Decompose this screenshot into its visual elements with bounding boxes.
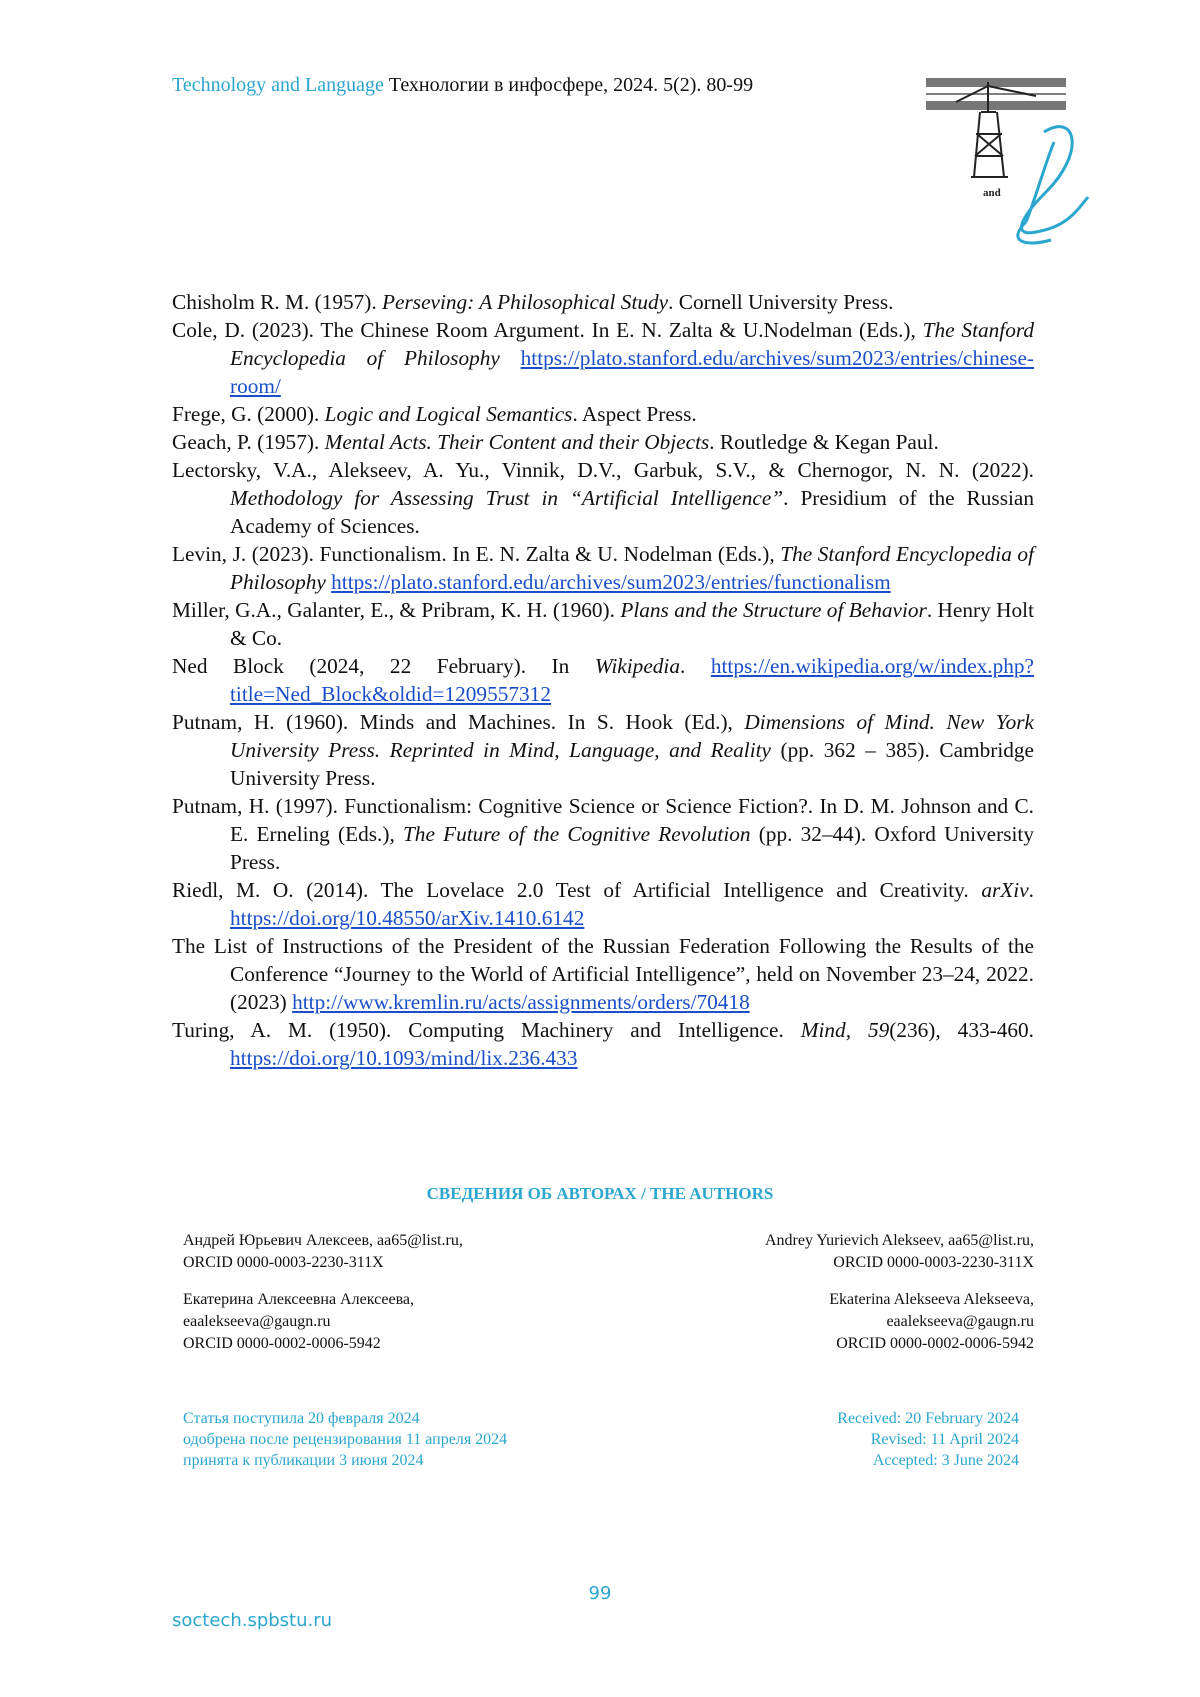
reference-link[interactable]: http://www.kremlin.ru/acts/assignments/orders/70418 [292, 990, 750, 1014]
site-url[interactable]: soctech.spbstu.ru [172, 1610, 333, 1631]
article-dates-english [837, 1408, 1019, 1471]
reference-entry [172, 400, 1034, 428]
reference-link[interactable]: https://plato.stanford.edu/archives/sum2023/entries/functionalism [331, 570, 891, 594]
author-line: ORCID 0000-0002-0006-5942 [183, 1335, 381, 1352]
reference-text: . Cornell University Press. [668, 290, 894, 314]
reference-title: The Stanford Encyclopedia of Philosophy [230, 542, 1034, 594]
reference-entry [172, 456, 1034, 540]
journal-logo [926, 72, 1106, 250]
page-number: 99 [588, 1583, 612, 1604]
reference-entry [172, 876, 1034, 932]
reference-entry [172, 540, 1034, 596]
reference-text: Levin, J. (2023). Functionalism. In E. N. Zalta & U. Nodelman (Eds.), [172, 542, 781, 566]
authors-english [765, 1230, 1034, 1370]
author-line: Андрей Юрьевич Алексеев, aa65@list.ru, [183, 1232, 463, 1249]
svg-text:and: and [983, 187, 1001, 199]
reference-link[interactable]: https://doi.org/10.1093/mind/lix.236.433 [230, 1046, 578, 1070]
reference-title: Plans and the Structure of Behavior [620, 598, 927, 622]
reference-entry [172, 652, 1034, 708]
author-block [183, 1289, 463, 1355]
author-line: ORCID 0000-0002-0006-5942 [836, 1335, 1034, 1352]
authors-russian [183, 1230, 463, 1370]
reference-text: Chisholm R. M. (1957). [172, 290, 383, 314]
reference-text: . [680, 654, 711, 678]
date-line: принята к публикации 3 июня 2024 [183, 1452, 424, 1469]
reference-text: Ned Block (2024, 22 February). In [172, 654, 595, 678]
author-block [765, 1289, 1034, 1355]
reference-entry [172, 1016, 1034, 1072]
date-line: Accepted: 3 June 2024 [872, 1452, 1019, 1469]
authors-section-title: СВЕДЕНИЯ ОБ АВТОРАХ / THE AUTHORS [426, 1184, 774, 1203]
author-block [183, 1230, 463, 1274]
reference-text: (pp. 362 – 385). Cambridge University Press. [230, 738, 1035, 790]
author-block [765, 1230, 1034, 1274]
author-line: Екатерина Алексеевна Алексеева, [183, 1291, 415, 1308]
article-dates-russian [183, 1408, 507, 1471]
reference-text: Putnam, H. (1997). Functionalism: Cognitive Science or Science Fiction?. In D. M. Johnson and C. E. Erneling (Eds.), [172, 794, 1034, 846]
reference-entry [172, 596, 1034, 652]
reference-entry [172, 708, 1034, 792]
reference-text: . Henry Holt & Co. [230, 598, 1034, 650]
reference-text: Lectorsky, V.A., Alekseev, A. Yu., Vinnik, D.V., Garbuk, S.V., & Chernogor, N. N. (2022). [172, 458, 1034, 482]
author-line: Ekaterina Alekseeva Alekseeva, [829, 1291, 1034, 1308]
reference-title: Wikipedia [594, 654, 680, 678]
author-line: eaalekseeva@gaugn.ru [183, 1313, 331, 1330]
reference-link[interactable]: https://en.wikipedia.org/w/index.php?title=Ned_Block&oldid=1209557312 [230, 654, 1035, 706]
journal-issue: Технологии в инфосфере, 2024. 5(2). 80-99 [383, 74, 754, 96]
reference-text: Geach, P. (1957). [172, 430, 325, 454]
reference-title: The Future of the Cognitive Revolution [402, 822, 751, 846]
reference-list [172, 288, 1034, 1072]
reference-link[interactable]: https://plato.stanford.edu/archives/sum2023/entries/chinese-room/ [230, 346, 1034, 398]
reference-text: Putnam, H. (1960). Minds and Machines. In S. Hook (Ed.), [172, 710, 745, 734]
date-line: одобрена после рецензирования 11 апреля 2024 [183, 1431, 508, 1448]
reference-text: (236), 433-460. [889, 1018, 1034, 1042]
author-line: ORCID 0000-0003-2230-311X [183, 1254, 384, 1271]
reference-text: Cole, D. (2023). The Chinese Room Argument. In E. N. Zalta & U.Nodelman (Eds.), [172, 318, 923, 342]
reference-link[interactable]: https://doi.org/10.48550/arXiv.1410.6142 [230, 906, 585, 930]
reference-entry [172, 932, 1034, 1016]
reference-text: . Aspect Press. [572, 402, 697, 426]
reference-text: (pp. 32–44). Oxford University Press. [230, 822, 1034, 874]
reference-entry [172, 792, 1034, 876]
date-line: Revised: 11 April 2024 [870, 1431, 1019, 1448]
reference-text: Frege, G. (2000). [172, 402, 325, 426]
reference-text: . Routledge & Kegan Paul. [709, 430, 939, 454]
running-header [172, 72, 753, 98]
reference-entry [172, 316, 1034, 400]
journal-name: Technology and Language [172, 74, 384, 96]
reference-title: Logic and Logical Semantics [324, 402, 573, 426]
reference-title: arXiv [981, 878, 1029, 902]
reference-text: Turing, A. M. (1950). Computing Machinery and Intelligence. [172, 1018, 801, 1042]
reference-text: Riedl, M. O. (2014). The Lovelace 2.0 Test of Artificial Intelligence and Creativity. [172, 878, 982, 902]
reference-text [500, 346, 521, 370]
reference-title: Dimensions of Mind. New York University Press. Reprinted in Mind, Language, and Reality [230, 710, 1034, 762]
reference-text: The List of Instructions of the President of the Russian Federation Following the Results of the Conference “Journey to the World of Artificial Intelligence”, held on November 23–24, 2022. (2023) [172, 934, 1034, 1014]
author-line: eaalekseeva@gaugn.ru [886, 1313, 1034, 1330]
reference-text: . [1028, 878, 1034, 902]
reference-title: Methodology for Assessing Trust in “Artificial Intelligence” [230, 486, 784, 510]
reference-entry [172, 288, 1034, 316]
reference-title: Perseving: A Philosophical Study [382, 290, 669, 314]
author-line: Andrey Yurievich Alekseev, aa65@list.ru, [764, 1232, 1034, 1249]
reference-entry [172, 428, 1034, 456]
reference-text: . Presidium of the Russian Academy of Sciences. [230, 486, 1035, 538]
reference-title: The Stanford Encyclopedia of Philosophy [230, 318, 1034, 370]
date-line: Received: 20 February 2024 [837, 1410, 1019, 1427]
reference-title: Mental Acts. Their Content and their Objects [324, 430, 710, 454]
reference-text: Miller, G.A., Galanter, E., & Pribram, K. H. (1960). [172, 598, 621, 622]
date-line: Статья поступила 20 февраля 2024 [183, 1410, 420, 1427]
reference-title: Mind, 59 [800, 1018, 890, 1042]
author-line: ORCID 0000-0003-2230-311X [833, 1254, 1034, 1271]
